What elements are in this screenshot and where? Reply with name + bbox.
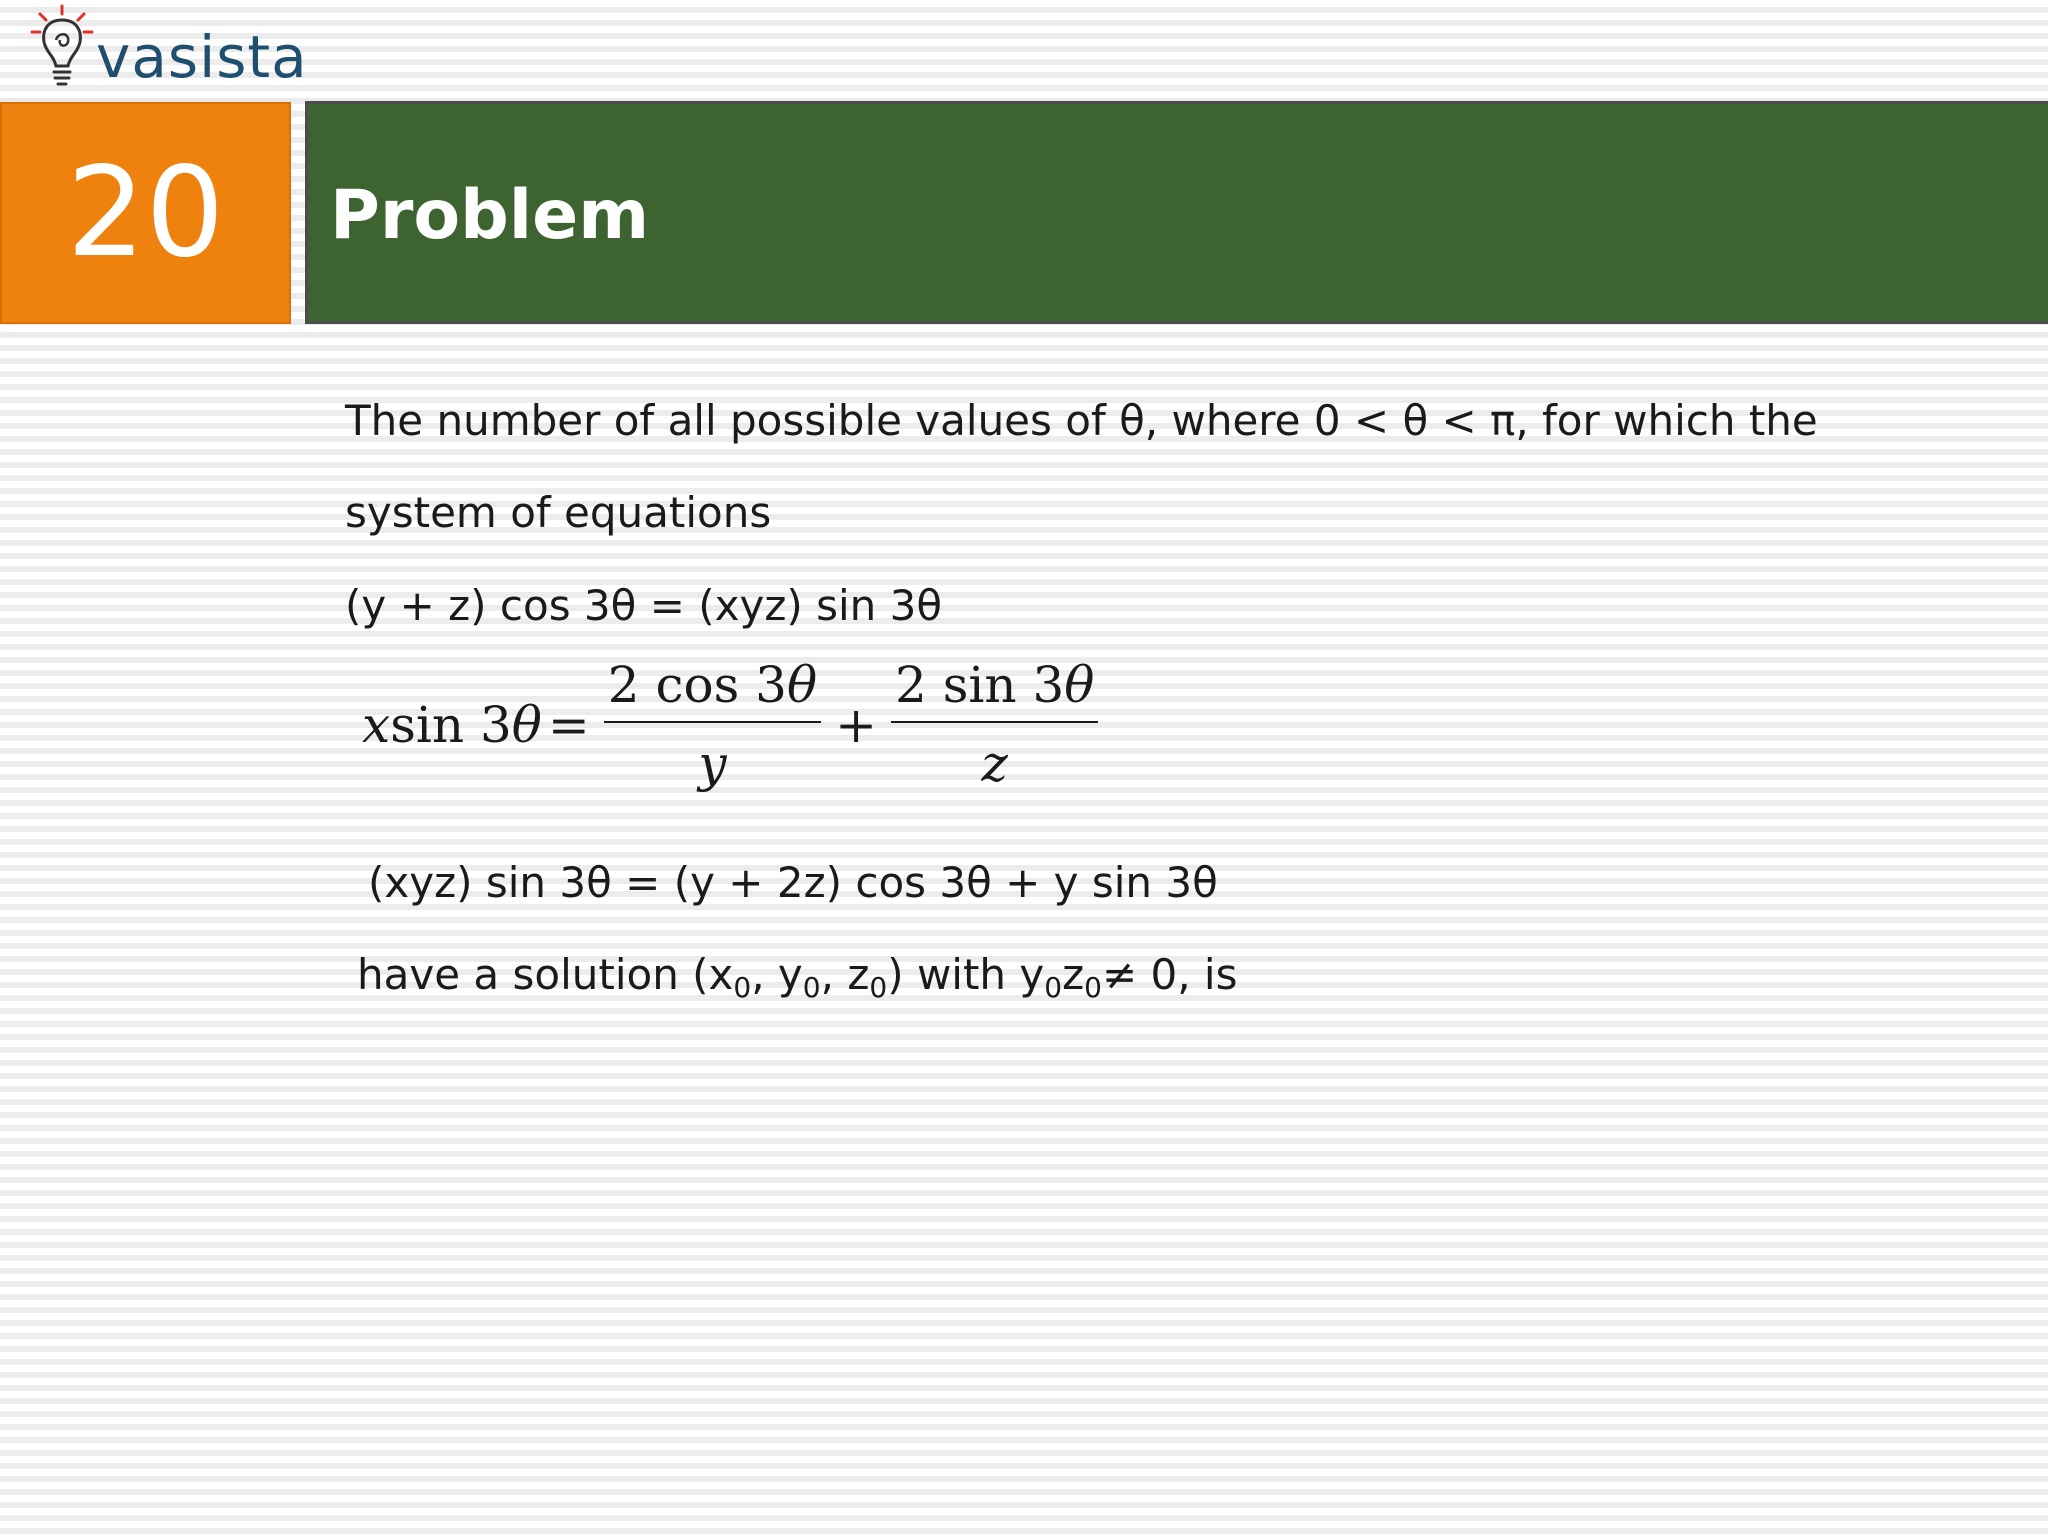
sub-x0: 0: [733, 971, 752, 1004]
frac1-coef: 2: [607, 656, 640, 714]
eq-lhs-var: x: [362, 696, 391, 754]
equation-1: (y + z) cos 3θ = (xyz) sin 3θ: [345, 581, 943, 630]
line6-prefix: have a solution (x: [357, 950, 734, 999]
eq-equals: =: [547, 696, 590, 754]
slide-title: Problem: [330, 176, 650, 255]
eq-lhs-theta: θ: [511, 696, 542, 754]
fraction-2: [891, 658, 1098, 792]
line6-sep2: , z: [820, 950, 870, 999]
fraction-1-numerator: [604, 658, 821, 723]
fraction-2-numerator: [891, 658, 1098, 723]
frac2-coef: 2: [895, 656, 927, 714]
line6-z: z: [1062, 950, 1085, 999]
eq-plus: +: [835, 696, 877, 754]
lightbulb-icon: [18, 0, 108, 92]
sub-y0-2: 0: [1044, 971, 1063, 1004]
sub-y0: 0: [802, 971, 821, 1004]
line6-suffix: ≠ 0, is: [1101, 950, 1238, 999]
fraction-2-denominator: z: [981, 735, 1008, 793]
vasista-logo: [18, 0, 308, 100]
slide-number-box: [0, 102, 291, 324]
fraction-1-denominator: y: [698, 735, 727, 793]
frac2-theta: θ: [1064, 656, 1095, 714]
sub-z0: 0: [869, 971, 888, 1004]
equation-2: [362, 650, 1106, 800]
fraction-1: [604, 658, 821, 792]
equation-3: (xyz) sin 3θ = (y + 2z) cos 3θ + y sin 3θ: [368, 858, 1218, 907]
sub-z0-2: 0: [1084, 971, 1102, 1004]
frac1-func: cos 3: [655, 656, 787, 714]
slide-number: 20: [66, 141, 225, 285]
problem-text-line-1: The number of all possible values of θ, where 0 < θ < π, for which the: [345, 396, 1818, 445]
frac1-theta: θ: [786, 656, 818, 714]
line6-sep1: , y: [751, 950, 803, 999]
problem-text-line-final: [357, 950, 1238, 1004]
logo-text: vasista: [96, 23, 308, 91]
title-bar: [305, 101, 2048, 324]
eq-lhs-func: sin 3: [390, 696, 512, 754]
problem-text-line-2: system of equations: [345, 488, 772, 537]
frac2-func: sin 3: [942, 656, 1065, 714]
line6-mid: ) with y: [887, 950, 1045, 999]
